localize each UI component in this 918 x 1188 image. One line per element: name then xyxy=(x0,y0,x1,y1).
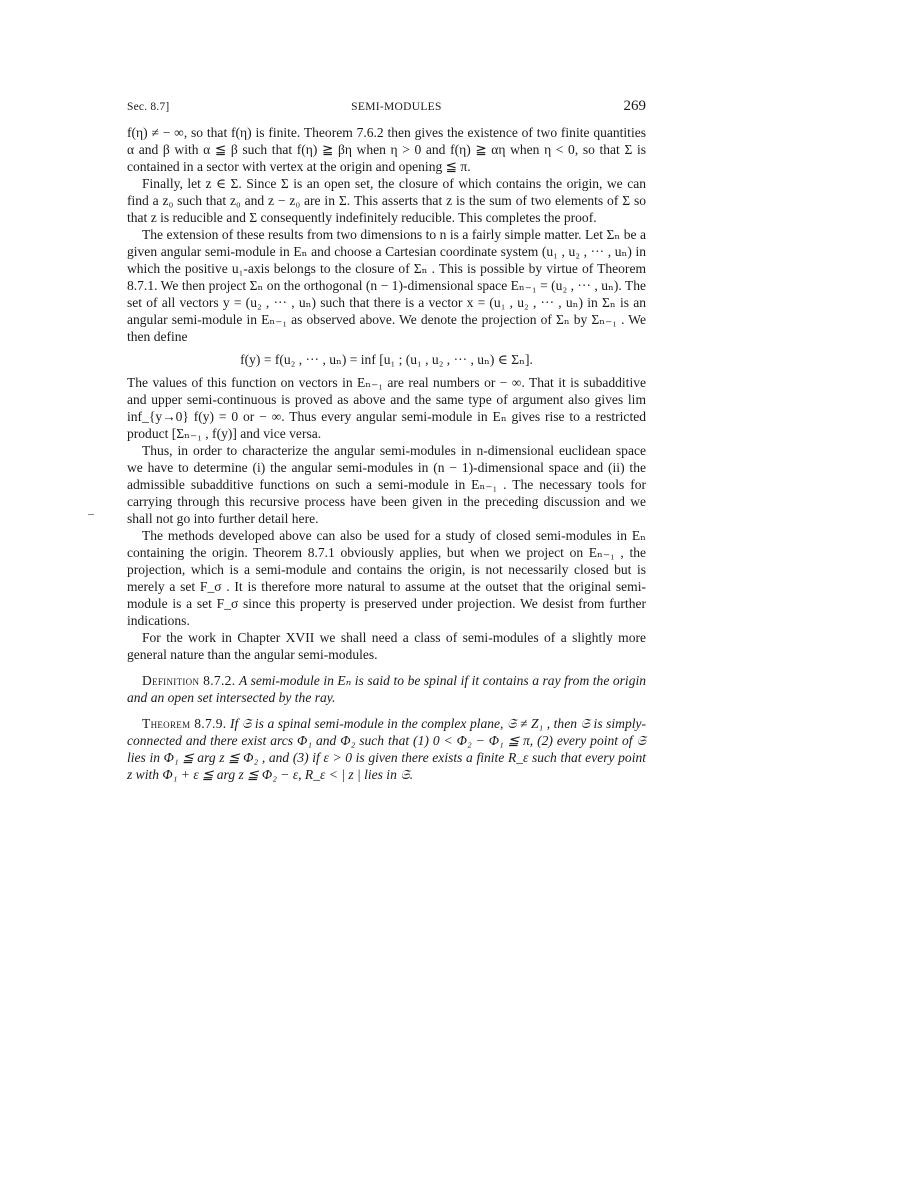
margin-mark xyxy=(88,514,94,515)
running-header xyxy=(127,98,646,120)
display-equation: f(y) = f(u₂ , ··· , uₙ) = inf [u₁ ; (u₁ , u₂ , ··· , uₙ) ∈ Σₙ]. xyxy=(240,352,533,367)
paragraph-6: The methods developed above can also be used for a study of closed semi-modules in Eₙ containing the origin. Theorem 8.7.1 obviously applies, but when we project on Eₙ₋₁ , the projection, which is a semi-module and contains the origin, is not necessarily closed but is merely a set F_σ . It is therefore more natural to assume at the outset that the original semi-module is a set F_σ since this property is preserved under projection. We desist from further indications. xyxy=(127,528,646,628)
paragraph-1: f(η) ≠ − ∞, so that f(η) is finite. Theorem 7.6.2 then gives the existence of two finite quantities α and β with α ≦ β such that f(η) ≧ βη when η > 0 and f(η) ≧ αη when η < 0, so that Σ is contained in a sector with vertex at the origin and opening ≦ π. xyxy=(127,125,646,174)
paragraph-5: Thus, in order to characterize the angular semi-modules in n-dimensional euclidean space we have to determine (i) the angular semi-modules in (n − 1)-dimensional space and (ii) the admissible subadditive functions on such a semi-module in Eₙ₋₁ . The necessary tools for carrying through this recursive process have been given in the preceding discussion and we shall not go into further detail here. xyxy=(127,443,646,526)
paragraph-4: The values of this function on vectors in Eₙ₋₁ are real numbers or − ∞. That it is subadditive and upper semi-continuous is proved as above and the same type of argument also gives lim inf_{y→0} f(y) = 0 or − ∞. Thus every angular semi-module in Eₙ gives rise to a restricted product [Σₙ₋₁ , f(y)] and vice versa. xyxy=(127,375,646,441)
definition-text: A semi-module in Eₙ is said to be spinal if it contains a ray from the origin and an open set intersected by the ray. xyxy=(127,673,647,705)
paragraph-7: For the work in Chapter XVII we shall need a class of semi-modules of a slightly more general nature than the angular semi-modules. xyxy=(127,630,646,662)
definition-block xyxy=(127,672,646,706)
book-page xyxy=(127,98,646,783)
paragraph-3: The extension of these results from two dimensions to n is a fairly simple matter. Let Σₙ be a given angular semi-module in Eₙ and choose a Cartesian coordinate system (u₁ , u₂ , ··· , uₙ) in which the positive u₁-axis belongs to the closure of Σₙ . This is possible by virtue of Theorem 8.7.1. We then project Σₙ on the orthogonal (n − 1)-dimensional space Eₙ₋₁ = (u₂ , ··· , uₙ). The set of all vectors y = (u₂ , ··· , uₙ) such that there is a vector x = (u₁ , u₂ , ··· , uₙ) in Σₙ is an angular semi-module in Eₙ₋₁ as observed above. We denote the projection of Σₙ by Σₙ₋₁ . We then define xyxy=(127,227,646,344)
paragraph-2: Finally, let z ∈ Σ. Since Σ is an open set, the closure of which contains the origin, we can find a z₀ such that z₀ and z − z₀ are in Σ. This asserts that z is the sum of two elements of Σ so that z is reducible and Σ consequently indefinitely reducible. This completes the proof. xyxy=(127,176,646,225)
theorem-block xyxy=(127,715,646,783)
theorem-text: If 𝔖 is a spinal semi-module in the complex plane, 𝔖 ≠ Z₁ , then 𝔖 is simply-connected and there exist arcs Φ₁ and Φ₂ such that (1) 0 < Φ₂ − Φ₁ ≦ π, (2) every point of 𝔖 lies in Φ₁ ≦ arg z ≦ Φ₂ , and (3) if ε > 0 is given there exists a finite R_ε such that every point z with Φ₁ + ε ≦ arg z ≦ Φ₂ − ε, R_ε < | z | lies in 𝔖. xyxy=(127,716,647,782)
theorem-label: Theorem 8.7.9. xyxy=(142,716,227,731)
section-label: Sec. 8.7] xyxy=(127,101,170,113)
definition-label: Definition 8.7.2. xyxy=(142,673,236,688)
page-number: 269 xyxy=(623,98,646,114)
chapter-title: SEMI-MODULES xyxy=(351,101,442,113)
